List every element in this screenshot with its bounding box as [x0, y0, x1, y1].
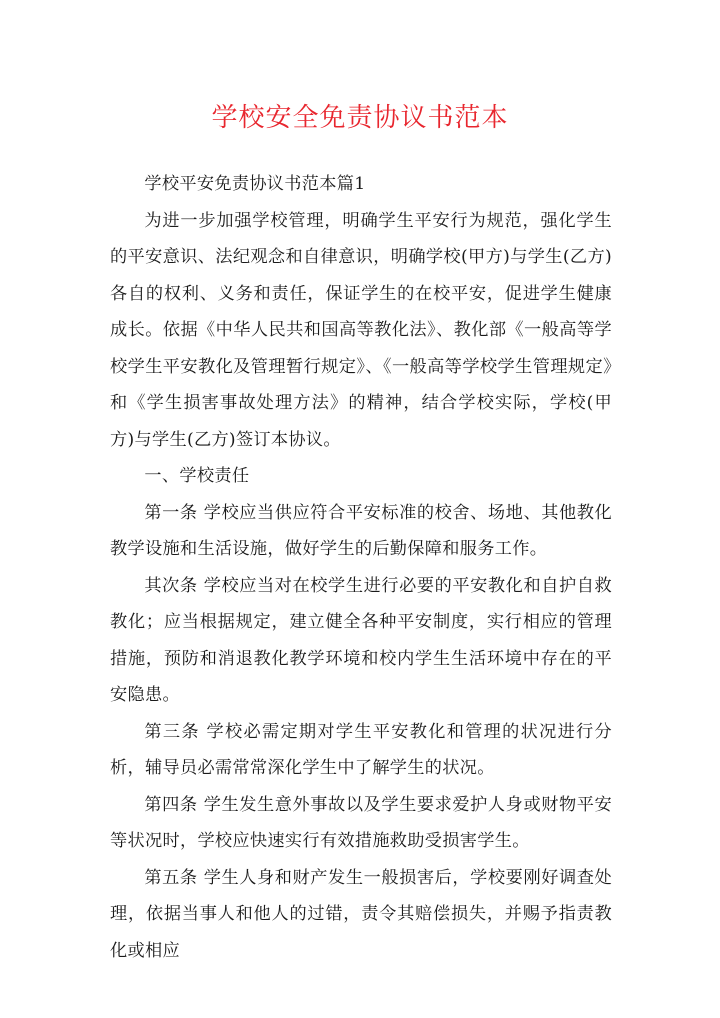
paragraph-article-3: 第三条 学校必需定期对学生平安教化和管理的状况进行分析，辅导员必需常常深化学生中了解学生的状况。 — [110, 721, 612, 778]
paragraph-intro: 为进一步加强学校管理，明确学生平安行为规范，强化学生的平安意识、法纪观念和自律意识，明确学校(甲方)与学生(乙方)各自的权利、义务和责任，保证学生的在校平安，促进学生健康成长。依据《中华人民共和国高等教化法》、教化部《一般高等学校学生平安教化及管理暂行规定》、《一般高等学校学生管理规定》和《学生损害事故处理方法》的精神，结合学校实际，学校(甲方)与学生(乙方)签订本协议。 — [110, 210, 612, 450]
section-heading-school-duty: 一、学校责任 — [144, 466, 250, 486]
document-body — [110, 166, 612, 969]
paragraph-article-1: 第一条 学校应当供应符合平安标准的校舍、场地、其他教化教学设施和生活设施，做好学生的后勤保障和服务工作。 — [110, 502, 612, 559]
paragraph-article-4: 第四条 学生发生意外事故以及学生要求爱护人身或财物平安等状况时，学校应快速实行有效措施救助受损害学生。 — [110, 794, 612, 851]
paragraph-article-5: 第五条 学生人身和财产发生一般损害后，学校要刚好调查处理，依据当事人和他人的过错，责令其赔偿损失，并赐予指责教化或相应 — [110, 867, 612, 961]
section-heading: 学校平安免责协议书范本篇1 — [144, 174, 366, 194]
paragraph-article-2: 其次条 学校应当对在校学生进行必要的平安教化和自护自救教化；应当根据规定，建立健全各种平安制度，实行相应的管理措施，预防和消退教化教学环境和校内学生生活环境中存在的平安隐患。 — [110, 575, 612, 705]
document-title: 学校安全免责协议书范本 — [211, 103, 509, 133]
